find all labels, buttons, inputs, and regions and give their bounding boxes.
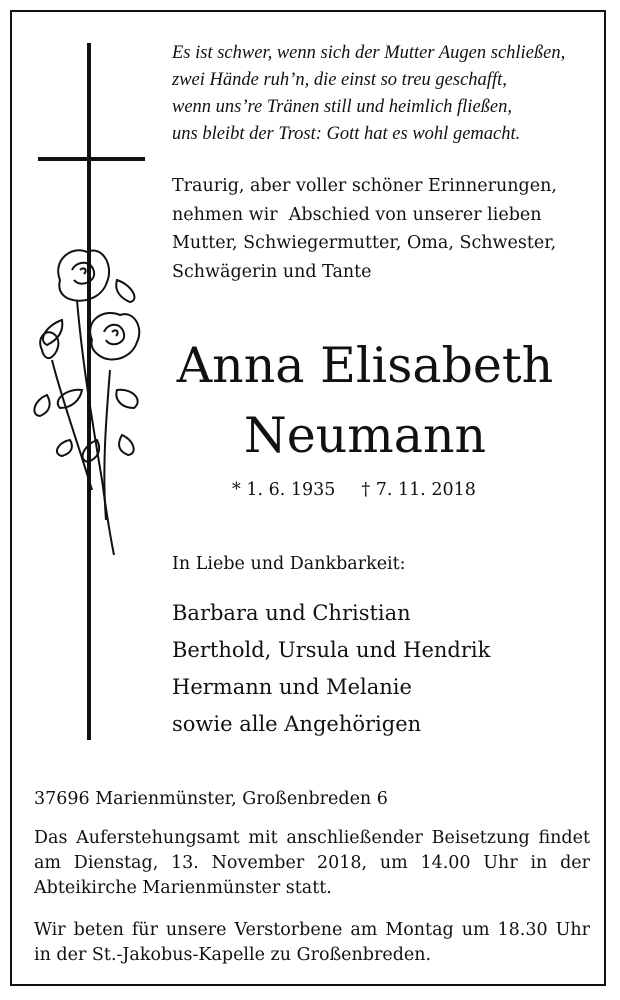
mourner: sowie alle Angehörigen <box>172 712 422 736</box>
mourner: Barbara und Christian <box>172 601 411 625</box>
prayer-info: Wir beten für unsere Verstorbene am Montag um 18.30 Uhr in der St.-Jakobus-Kapelle zu Großenbreden. <box>34 920 590 965</box>
intro-line: Traurig, aber voller schöner Erinnerungen, <box>172 176 557 196</box>
cross-bar <box>38 157 145 161</box>
intro-line: nehmen wir Abschied von unserer lieben <box>172 204 542 225</box>
mourners-list <box>172 595 592 743</box>
ceremony-info: Das Auferstehungsamt mit anschließender Beisetzung findet am Dienstag, 13. November 2018, um 14.00 Uhr in der Abteikirche Marienmünster statt. <box>34 828 590 898</box>
death-date: † 7. 11. 2018 <box>361 480 476 500</box>
mourner: Hermann und Melanie <box>172 675 412 699</box>
birth-date: * 1. 6. 1935 <box>232 480 336 500</box>
poem-line: zwei Hände ruh’n, die einst so treu geschafft, <box>172 70 507 90</box>
intro-text <box>172 172 592 286</box>
address: 37696 Marienmünster, Großenbreden 6 <box>34 789 388 809</box>
poem-line: wenn uns’re Tränen still und heimlich fließen, <box>172 97 512 117</box>
deceased-first-names: Anna Elisabeth <box>176 337 554 394</box>
intro-line: Schwägerin und Tante <box>172 261 372 282</box>
poem-line: uns bleibt der Trost: Gott hat es wohl gemacht. <box>172 124 521 144</box>
roses-icon <box>22 240 152 560</box>
intro-line: Mutter, Schwiegermutter, Oma, Schwester, <box>172 233 557 253</box>
poem-line: Es ist schwer, wenn sich der Mutter Augen schließen, <box>172 43 566 63</box>
thanks-line: In Liebe und Dankbarkeit: <box>172 554 406 574</box>
poem <box>172 40 592 148</box>
deceased-last-name: Neumann <box>243 407 487 464</box>
mourner: Berthold, Ursula und Hendrik <box>172 638 491 662</box>
life-dates <box>232 480 532 500</box>
